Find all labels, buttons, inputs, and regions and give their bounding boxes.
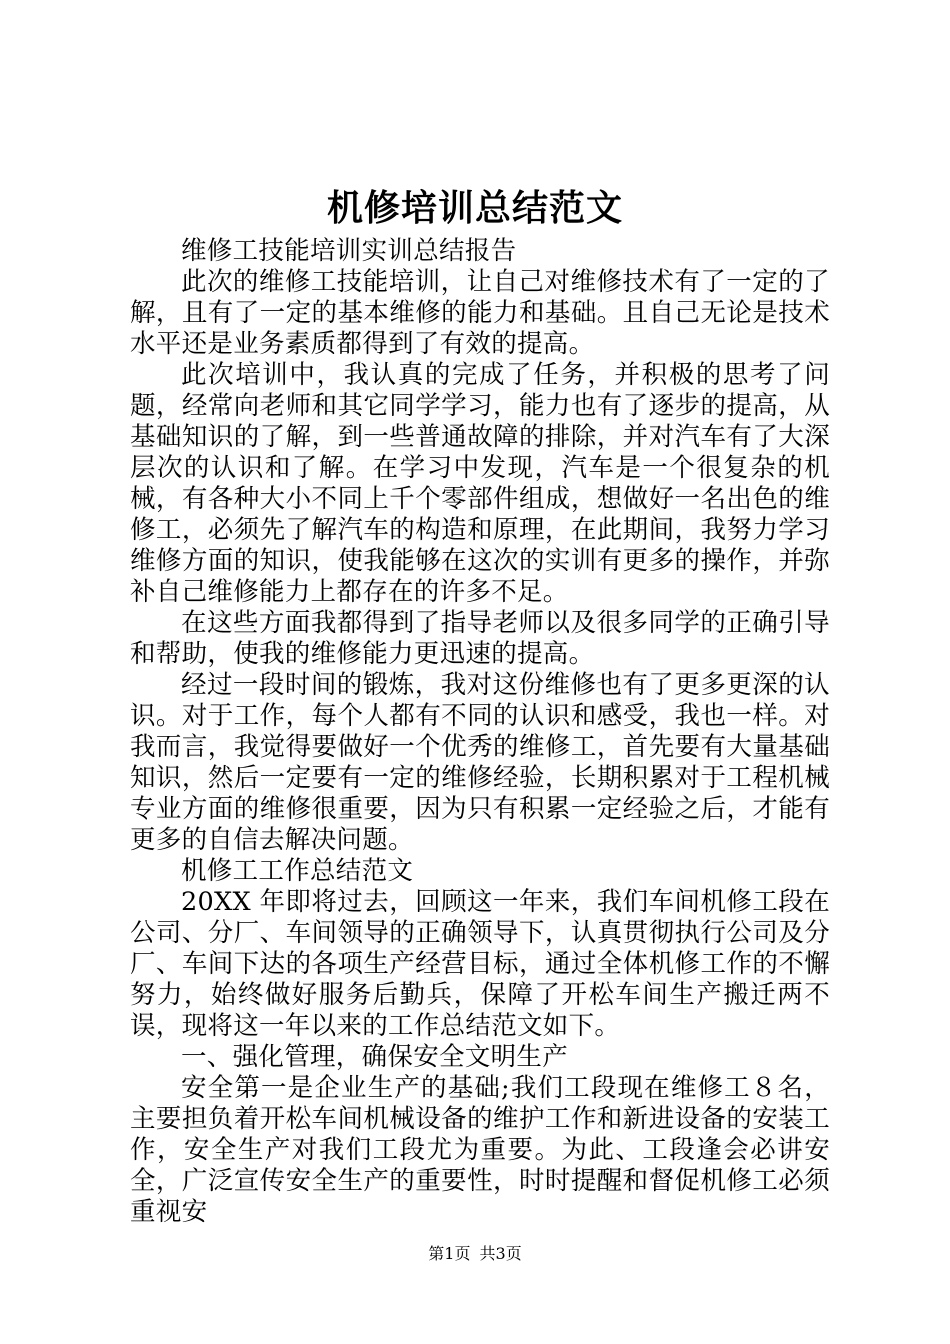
- paragraph: 在这些方面我都得到了指导老师以及很多同学的正确引导和帮助，使我的维修能力更迅速的提高。: [130, 608, 830, 669]
- paragraph: 20XX 年即将过去，回顾这一年来，我们车间机修工段在公司、分厂、车间领导的正确领导下，认真贯彻执行公司及分厂、车间下达的各项生产经营目标，通过全体机修工作的不懈努力，始终做好服务后勤兵，保障了开松车间生产搬迁两不误，现将这一年以来的工作总结范文如下。: [130, 887, 830, 1041]
- paragraph: 一、强化管理，确保安全文明生产: [181, 1042, 569, 1072]
- document-body: [130, 236, 830, 1228]
- page-footer: 第1页 共3页: [428, 1244, 522, 1263]
- paragraph: 机修工工作总结范文: [181, 856, 414, 886]
- paragraph: 此次的维修工技能培训，让自己对维修技术有了一定的了解，且有了一定的基本维修的能力和基础。且自己无论是技术水平还是业务素质都得到了有效的提高。: [130, 267, 830, 359]
- document-title: 机修培训总结范文: [326, 187, 623, 229]
- paragraph: 安全第一是企业生产的基础;我们工段现在维修工８名，主要担负着开松车间机械设备的维护工作和新进设备的安装工作，安全生产对我们工段尤为重要。为此、工段逢会必讲安全，广泛宣传安全生产的重要性，时时提醒和督促机修工必须重视安: [130, 1073, 830, 1227]
- paragraph: 此次培训中，我认真的完成了任务，并积极的思考了问题，经常向老师和其它同学学习，能力也有了逐步的提高，从基础知识的了解，到一些普通故障的排除，并对汽车有了大深层次的认识和了解。在学习中发现，汽车是一个很复杂的机械，有各种大小不同上千个零部件组成，想做好一名出色的维修工，必须先了解汽车的构造和原理，在此期间，我努力学习维修方面的知识，使我能够在这次的实训有更多的操作，并弥补自己维修能力上都存在的许多不足。: [130, 360, 830, 607]
- paragraph: 经过一段时间的锻炼，我对这份维修也有了更多更深的认识。对于工作，每个人都有不同的认识和感受，我也一样。对我而言，我觉得要做好一个优秀的维修工，首先要有大量基础知识，然后一定要有一定的维修经验，长期积累对于工程机械专业方面的维修很重要，因为只有积累一定经验之后，才能有更多的自信去解决问题。: [130, 670, 830, 855]
- paragraph: 维修工技能培训实训总结报告: [181, 236, 517, 266]
